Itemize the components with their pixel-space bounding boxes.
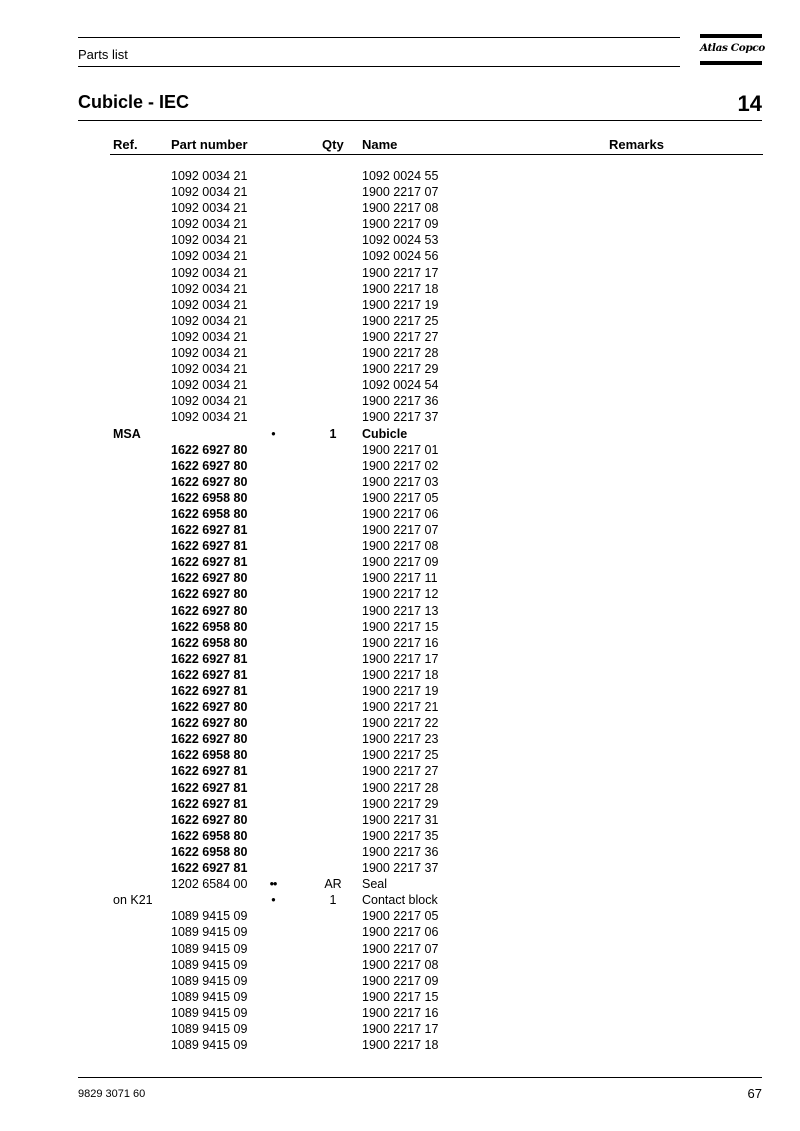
- cell-name: 1900 2217 27: [362, 764, 439, 779]
- logo-bar-top: [700, 34, 762, 38]
- cell-part-number: 1622 6927 81: [171, 684, 248, 698]
- table-row: [0, 1037, 800, 1053]
- table-row: [0, 538, 800, 554]
- table-row: [0, 248, 800, 264]
- table-row: [0, 168, 800, 184]
- table-row: [0, 603, 800, 619]
- cell-part-number: 1089 9415 09: [171, 941, 248, 956]
- cell-part-number: 1622 6927 81: [171, 780, 248, 795]
- cell-part-number: 1202 6584 00: [171, 877, 248, 892]
- document-number: 9829 3071 60: [78, 1088, 146, 1100]
- cell-name: 1092 0024 56: [362, 249, 439, 264]
- cell-name: 1900 2217 13: [362, 603, 439, 618]
- cell-name: 1900 2217 31: [362, 812, 439, 827]
- table-row: [0, 442, 800, 458]
- table-row: [0, 683, 800, 699]
- cell-part-number: 1622 6927 80: [171, 587, 248, 602]
- cell-part-number: 1622 6927 80: [171, 716, 248, 731]
- table-row: [0, 957, 800, 973]
- table-row: [0, 458, 800, 474]
- column-header-ref: Ref.: [113, 137, 138, 152]
- table-row: [0, 426, 800, 442]
- cell-part-number: 1092 0034 21: [171, 217, 248, 232]
- cell-part-number: 1089 9415 09: [171, 1005, 248, 1020]
- table-row: [0, 200, 800, 216]
- table-row: [0, 747, 800, 763]
- cell-name: 1900 2217 17: [362, 651, 439, 666]
- cell-ref: on K21: [113, 893, 153, 908]
- cell-name: 1900 2217 37: [362, 410, 439, 425]
- table-row: [0, 361, 800, 377]
- cell-part-number: 1092 0034 21: [171, 346, 248, 361]
- table-row: [0, 232, 800, 248]
- table-row: [0, 844, 800, 860]
- cell-name: 1900 2217 08: [362, 201, 439, 216]
- cell-part-number: 1089 9415 09: [171, 909, 248, 924]
- table-row: [0, 763, 800, 779]
- cell-name: 1900 2217 15: [362, 989, 439, 1004]
- cell-name: 1900 2217 11: [362, 571, 438, 586]
- column-header-rule: [110, 154, 763, 155]
- cell-part-number: 1622 6958 80: [171, 635, 248, 650]
- header-label: Parts list: [78, 47, 128, 62]
- cell-part-number: 1622 6958 80: [171, 748, 248, 763]
- cell-part-number: 1622 6958 80: [171, 490, 248, 505]
- cell-name: 1900 2217 22: [362, 716, 439, 731]
- cell-part-number: 1622 6958 80: [171, 506, 248, 521]
- cell-part-number: 1092 0034 21: [171, 265, 248, 280]
- cell-name: Seal: [362, 877, 388, 892]
- cell-part-number: 1622 6958 80: [171, 619, 248, 634]
- cell-part-number: 1622 6927 80: [171, 700, 248, 715]
- table-row: [0, 474, 800, 490]
- cell-name: 1900 2217 05: [362, 909, 439, 924]
- table-row: [0, 184, 800, 200]
- cell-name: 1900 2217 19: [362, 297, 439, 312]
- cell-part-number: 1622 6927 81: [171, 539, 248, 554]
- cell-name: 1900 2217 25: [362, 313, 439, 328]
- table-row: [0, 377, 800, 393]
- table-row: [0, 860, 800, 876]
- cell-name: 1900 2217 18: [362, 281, 439, 296]
- cell-name: 1900 2217 01: [362, 442, 439, 457]
- cell-part-number: 1092 0034 21: [171, 362, 248, 377]
- table-row: [0, 924, 800, 940]
- table-row: [0, 651, 800, 667]
- cell-name: 1900 2217 17: [362, 265, 439, 280]
- cell-name: 1900 2217 37: [362, 861, 439, 876]
- cell-part-number: 1092 0034 21: [171, 394, 248, 409]
- cell-name: 1900 2217 07: [362, 523, 439, 538]
- cell-part-number: 1622 6927 81: [171, 651, 248, 666]
- column-header-part-number: Part number: [171, 137, 248, 152]
- cell-name: 1900 2217 09: [362, 555, 439, 570]
- cell-name: 1900 2217 07: [362, 185, 439, 200]
- cell-qty: 1: [329, 893, 337, 908]
- cell-name: 1900 2217 29: [362, 362, 439, 377]
- page-number: 67: [747, 1086, 762, 1101]
- table-row: [0, 506, 800, 522]
- cell-name: 1900 2217 27: [362, 329, 439, 344]
- cell-part-number: 1089 9415 09: [171, 1038, 248, 1053]
- cell-part-number: 1622 6927 80: [171, 442, 248, 457]
- cell-part-number: 1092 0034 21: [171, 378, 248, 393]
- logo-text: Atlas Copco: [700, 42, 765, 54]
- cell-part-number: 1089 9415 09: [171, 957, 248, 972]
- cell-name: 1900 2217 07: [362, 941, 439, 956]
- cell-part-number: 1622 6927 81: [171, 667, 248, 682]
- table-row: [0, 699, 800, 715]
- cell-name: 1900 2217 18: [362, 667, 439, 682]
- cell-name: 1900 2217 08: [362, 957, 439, 972]
- table-row: [0, 828, 800, 844]
- table-row: [0, 586, 800, 602]
- table-row: [0, 635, 800, 651]
- cell-ref: MSA: [113, 426, 141, 441]
- cell-level-marker: •: [271, 426, 275, 441]
- table-row: [0, 522, 800, 538]
- table-row: [0, 715, 800, 731]
- cell-part-number: 1622 6927 81: [171, 555, 248, 570]
- table-row: [0, 892, 800, 908]
- cell-name: 1092 0024 53: [362, 233, 439, 248]
- table-row: [0, 345, 800, 361]
- cell-part-number: 1092 0034 21: [171, 185, 248, 200]
- cell-name: 1900 2217 21: [362, 700, 439, 715]
- cell-name: 1900 2217 25: [362, 748, 439, 763]
- table-row: [0, 876, 800, 892]
- cell-part-number: 1092 0034 21: [171, 329, 248, 344]
- cell-part-number: 1622 6958 80: [171, 844, 248, 859]
- table-row: [0, 667, 800, 683]
- footer-rule: [78, 1077, 762, 1078]
- cell-part-number: 1622 6927 81: [171, 523, 248, 538]
- cell-name: 1900 2217 06: [362, 925, 439, 940]
- cell-name: 1900 2217 28: [362, 346, 439, 361]
- cell-name: 1092 0024 54: [362, 378, 439, 393]
- table-row: [0, 409, 800, 425]
- cell-part-number: 1089 9415 09: [171, 973, 248, 988]
- cell-part-number: 1092 0034 21: [171, 313, 248, 328]
- table-row: [0, 1021, 800, 1037]
- section-number: 14: [737, 91, 762, 116]
- page-title: Cubicle - IEC: [78, 92, 190, 112]
- cell-part-number: 1092 0034 21: [171, 169, 248, 183]
- table-row: [0, 908, 800, 924]
- cell-part-number: 1092 0034 21: [171, 249, 248, 264]
- brand-logo: [700, 34, 765, 67]
- cell-level-marker: ••: [269, 877, 277, 892]
- title-rule: [78, 120, 762, 121]
- table-row: [0, 989, 800, 1005]
- table-row: [0, 570, 800, 586]
- cell-part-number: 1622 6958 80: [171, 828, 248, 843]
- cell-part-number: 1622 6927 80: [171, 458, 248, 473]
- cell-name: 1900 2217 08: [362, 539, 439, 554]
- cell-part-number: 1622 6927 81: [171, 796, 248, 811]
- cell-name: 1900 2217 09: [362, 217, 439, 232]
- cell-name: Cubicle: [362, 426, 408, 441]
- table-row: [0, 393, 800, 409]
- cell-part-number: 1089 9415 09: [171, 989, 248, 1004]
- table-row: [0, 216, 800, 232]
- cell-level-marker: •: [271, 893, 275, 908]
- cell-name: 1092 0024 55: [362, 169, 439, 183]
- cell-qty: 1: [329, 426, 337, 441]
- cell-name: 1900 2217 16: [362, 1005, 439, 1020]
- cell-name: 1900 2217 36: [362, 844, 439, 859]
- cell-name: 1900 2217 23: [362, 732, 439, 747]
- cell-part-number: 1622 6927 80: [171, 474, 248, 489]
- cell-part-number: 1092 0034 21: [171, 297, 248, 312]
- cell-name: 1900 2217 29: [362, 796, 439, 811]
- cell-part-number: 1622 6927 80: [171, 603, 248, 618]
- cell-qty: AR: [324, 877, 342, 892]
- table-row: [0, 554, 800, 570]
- table-row: [0, 1005, 800, 1021]
- cell-part-number: 1622 6927 81: [171, 764, 248, 779]
- cell-name: 1900 2217 28: [362, 780, 439, 795]
- header-rule-top: [78, 37, 680, 38]
- table-row: [0, 619, 800, 635]
- cell-name: 1900 2217 19: [362, 684, 439, 698]
- cell-name: 1900 2217 16: [362, 635, 439, 650]
- cell-name: 1900 2217 09: [362, 973, 439, 988]
- table-row: [0, 812, 800, 828]
- column-header-qty: Qty: [322, 137, 344, 152]
- cell-part-number: 1089 9415 09: [171, 925, 248, 940]
- cell-part-number: 1089 9415 09: [171, 1021, 248, 1036]
- cell-name: 1900 2217 35: [362, 828, 439, 843]
- table-row: [0, 265, 800, 281]
- logo-bar-bottom: [700, 61, 762, 65]
- table-row: [0, 731, 800, 747]
- header-rule-bottom: [78, 66, 680, 67]
- cell-name: 1900 2217 18: [362, 1038, 439, 1053]
- table-row: [0, 281, 800, 297]
- cell-name: 1900 2217 36: [362, 394, 439, 409]
- cell-name: 1900 2217 15: [362, 619, 439, 634]
- table-row: [0, 941, 800, 957]
- cell-part-number: 1622 6927 80: [171, 732, 248, 747]
- table-row: [0, 297, 800, 313]
- cell-name: 1900 2217 12: [362, 587, 439, 602]
- parts-table: [0, 168, 800, 1053]
- cell-part-number: 1622 6927 80: [171, 812, 248, 827]
- column-header-remarks: Remarks: [609, 137, 664, 152]
- cell-name: 1900 2217 03: [362, 474, 439, 489]
- cell-name: Contact block: [362, 893, 438, 908]
- cell-part-number: 1092 0034 21: [171, 201, 248, 216]
- table-row: [0, 973, 800, 989]
- table-row: [0, 313, 800, 329]
- cell-name: 1900 2217 06: [362, 506, 439, 521]
- cell-part-number: 1092 0034 21: [171, 410, 248, 425]
- cell-name: 1900 2217 02: [362, 458, 439, 473]
- table-row: [0, 490, 800, 506]
- column-header-name: Name: [362, 137, 398, 152]
- table-row: [0, 796, 800, 812]
- cell-name: 1900 2217 05: [362, 490, 439, 505]
- table-row: [0, 780, 800, 796]
- cell-part-number: 1622 6927 81: [171, 861, 248, 876]
- table-row: [0, 329, 800, 345]
- cell-name: 1900 2217 17: [362, 1021, 439, 1036]
- cell-part-number: 1092 0034 21: [171, 281, 248, 296]
- cell-part-number: 1622 6927 80: [171, 571, 248, 586]
- cell-part-number: 1092 0034 21: [171, 233, 248, 248]
